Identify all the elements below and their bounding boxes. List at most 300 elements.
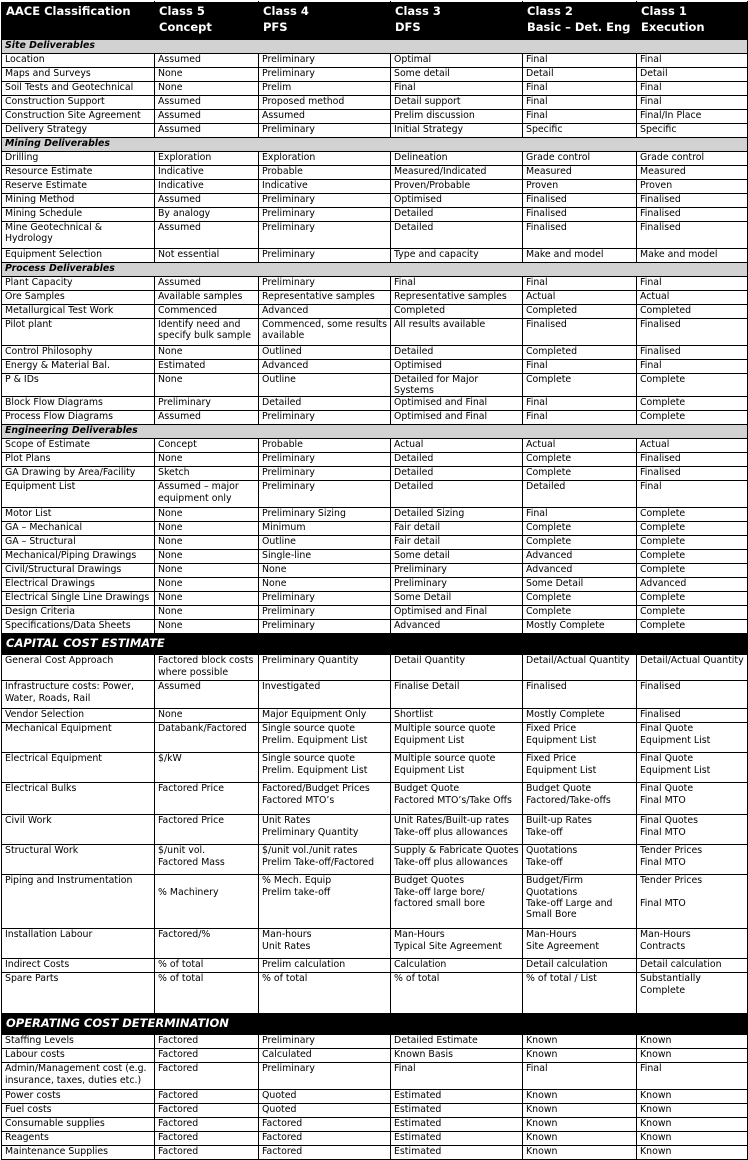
class-4-cell: % of total — [259, 973, 391, 1014]
class-1-cell: Complete — [637, 508, 748, 522]
class-3-cell: Detailed Sizing — [391, 508, 523, 522]
class-3-cell: Budget Quotes Take-off large bore/ factored small bore — [391, 875, 523, 929]
row-label-cell: GA – Mechanical — [2, 522, 155, 536]
major-heading: OPERATING COST DETERMINATION — [2, 1014, 748, 1035]
class-1-cell: Tender Prices Final MTO — [637, 845, 748, 875]
table-row — [2, 1049, 748, 1063]
class-5-cell: % of total — [155, 973, 259, 1014]
header-class-4: Class 4 PFS — [259, 2, 391, 40]
class-4-cell: Advanced — [259, 305, 391, 319]
table-row — [2, 959, 748, 973]
class-3-cell: Completed — [391, 305, 523, 319]
class-1-cell: Complete — [637, 411, 748, 425]
row-label-cell: Structural Work — [2, 845, 155, 875]
class-1-cell: Finalised — [637, 453, 748, 467]
table-row — [2, 1035, 748, 1049]
table-row — [2, 360, 748, 374]
row-label-cell: Equipment Selection — [2, 249, 155, 263]
row-label-cell: Civil/Structural Drawings — [2, 564, 155, 578]
class-5-cell: Assumed — [155, 222, 259, 249]
header-class-5: Class 5 Concept — [155, 2, 259, 40]
row-label-cell: Mechanical/Piping Drawings — [2, 550, 155, 564]
class-4-cell: $/unit vol./unit rates Prelim Take-off/Factored — [259, 845, 391, 875]
row-label-cell: Reserve Estimate — [2, 180, 155, 194]
class-4-cell: Representative samples — [259, 291, 391, 305]
class-5-cell: Preliminary — [155, 397, 259, 411]
class-4-cell: Prelim calculation — [259, 959, 391, 973]
table-row — [2, 96, 748, 110]
class-5-cell: Databank/Factored — [155, 723, 259, 753]
class-1-cell: Make and model — [637, 249, 748, 263]
row-label-cell: Block Flow Diagrams — [2, 397, 155, 411]
class-5-cell: Estimated — [155, 360, 259, 374]
class-5-cell: Available samples — [155, 291, 259, 305]
class-4-cell: Quoted — [259, 1104, 391, 1118]
class-3-cell: Shortlist — [391, 709, 523, 723]
class-4-cell: Exploration — [259, 152, 391, 166]
class-3-cell: Optimised — [391, 360, 523, 374]
section-heading: Mining Deliverables — [2, 138, 748, 152]
class-2-cell: Detail/Actual Quantity — [523, 655, 637, 681]
class-4-cell: Assumed — [259, 110, 391, 124]
class-2-cell: Specific — [523, 124, 637, 138]
class-4-cell: Preliminary — [259, 194, 391, 208]
class-4-cell: Preliminary — [259, 277, 391, 291]
class-1-cell: Man-Hours Contracts — [637, 929, 748, 959]
table-row — [2, 319, 748, 346]
class-3-cell: Finalise Detail — [391, 681, 523, 709]
class-3-cell: Detailed — [391, 453, 523, 467]
row-label-cell: Mine Geotechnical & Hydrology — [2, 222, 155, 249]
row-label-cell: Soil Tests and Geotechnical — [2, 82, 155, 96]
row-label-cell: Equipment List — [2, 481, 155, 508]
class-4-cell: Preliminary — [259, 1063, 391, 1090]
class-3-cell: Budget Quote Factored MTO’s/Take Offs — [391, 783, 523, 815]
class-2-cell: Fixed Price Equipment List — [523, 753, 637, 783]
class-4-cell: Single source quote Prelim. Equipment List — [259, 723, 391, 753]
row-label-cell: Process Flow Diagrams — [2, 411, 155, 425]
class-4-cell: Calculated — [259, 1049, 391, 1063]
table-row — [2, 467, 748, 481]
class-5-cell: None — [155, 522, 259, 536]
class-3-cell: % of total — [391, 973, 523, 1014]
class-5-cell: None — [155, 68, 259, 82]
table-row — [2, 973, 748, 1014]
class-2-cell: Man-Hours Site Agreement — [523, 929, 637, 959]
class-5-cell: Factored — [155, 1118, 259, 1132]
class-1-cell: Finalised — [637, 467, 748, 481]
table-row — [2, 578, 748, 592]
class-3-cell: Advanced — [391, 620, 523, 634]
table-row — [2, 277, 748, 291]
table-row — [2, 508, 748, 522]
table-row — [2, 411, 748, 425]
class-5-cell: None — [155, 620, 259, 634]
class-3-cell: Supply & Fabricate Quotes Take-off plus allowances — [391, 845, 523, 875]
class-5-cell: % Machinery — [155, 875, 259, 929]
class-5-cell: Factored block costs where possible — [155, 655, 259, 681]
class-2-cell: Final — [523, 508, 637, 522]
class-1-cell: Actual — [637, 439, 748, 453]
class-2-cell: Known — [523, 1104, 637, 1118]
major-heading-row — [2, 1014, 748, 1035]
class-1-cell: Known — [637, 1146, 748, 1160]
class-3-cell: Proven/Probable — [391, 180, 523, 194]
class-2-cell: Complete — [523, 467, 637, 481]
row-label-cell: Maps and Surveys — [2, 68, 155, 82]
class-4-cell: Outlined — [259, 346, 391, 360]
header-class-3: Class 3 DFS — [391, 2, 523, 40]
class-2-cell: Known — [523, 1118, 637, 1132]
table-row — [2, 606, 748, 620]
class-3-cell: Final — [391, 1063, 523, 1090]
section-heading: Engineering Deliverables — [2, 425, 748, 439]
class-1-cell: Finalised — [637, 681, 748, 709]
class-5-cell: By analogy — [155, 208, 259, 222]
class-3-cell: Some detail — [391, 550, 523, 564]
class-4-cell: None — [259, 578, 391, 592]
table-row — [2, 453, 748, 467]
table-row — [2, 1063, 748, 1090]
class-4-cell: Commenced, some results available — [259, 319, 391, 346]
class-2-cell: Detailed — [523, 481, 637, 508]
class-1-cell: Actual — [637, 291, 748, 305]
class-5-cell: Factored — [155, 1090, 259, 1104]
table-row — [2, 620, 748, 634]
class-3-cell: Estimated — [391, 1104, 523, 1118]
row-label-cell: Plot Plans — [2, 453, 155, 467]
class-4-cell: Investigated — [259, 681, 391, 709]
class-3-cell: Detailed — [391, 467, 523, 481]
class-3-cell: Detailed Estimate — [391, 1035, 523, 1049]
class-1-cell: Final — [637, 82, 748, 96]
class-1-cell: Complete — [637, 564, 748, 578]
class-5-cell: None — [155, 346, 259, 360]
class-3-cell: Estimated — [391, 1132, 523, 1146]
class-2-cell: Quotations Take-off — [523, 845, 637, 875]
class-4-cell: Detailed — [259, 397, 391, 411]
row-label-cell: Mining Schedule — [2, 208, 155, 222]
class-5-cell: $/kW — [155, 753, 259, 783]
class-2-cell: Finalised — [523, 681, 637, 709]
table-row — [2, 564, 748, 578]
table-body — [2, 40, 748, 1160]
class-2-cell: Complete — [523, 592, 637, 606]
class-5-cell: Factored — [155, 1104, 259, 1118]
class-2-cell: Final — [523, 397, 637, 411]
class-3-cell: Detail Quantity — [391, 655, 523, 681]
class-1-cell: Complete — [637, 522, 748, 536]
class-2-cell: Advanced — [523, 564, 637, 578]
row-label-cell: Indirect Costs — [2, 959, 155, 973]
class-2-cell: Finalised — [523, 208, 637, 222]
class-5-cell: Factored Price — [155, 815, 259, 845]
row-label-cell: Consumable supplies — [2, 1118, 155, 1132]
class-5-cell: None — [155, 82, 259, 96]
class-2-cell: Actual — [523, 439, 637, 453]
class-1-cell: Grade control — [637, 152, 748, 166]
row-label-cell: Plant Capacity — [2, 277, 155, 291]
class-3-cell: Detail support — [391, 96, 523, 110]
table-row — [2, 1104, 748, 1118]
class-5-cell: $/unit vol. Factored Mass — [155, 845, 259, 875]
class-2-cell: Budget/Firm Quotations Take-off Large and Small Bore — [523, 875, 637, 929]
class-5-cell: % of total — [155, 959, 259, 973]
class-3-cell: Preliminary — [391, 564, 523, 578]
row-label-cell: Ore Samples — [2, 291, 155, 305]
class-2-cell: Known — [523, 1049, 637, 1063]
class-3-cell: Estimated — [391, 1118, 523, 1132]
class-1-cell: Known — [637, 1049, 748, 1063]
class-5-cell: Assumed — [155, 681, 259, 709]
class-1-cell: Detail/Actual Quantity — [637, 655, 748, 681]
class-4-cell: Outline — [259, 374, 391, 397]
row-label-cell: Civil Work — [2, 815, 155, 845]
class-5-cell: None — [155, 606, 259, 620]
section-heading: Site Deliverables — [2, 40, 748, 54]
table-row — [2, 783, 748, 815]
row-label-cell: Control Philosophy — [2, 346, 155, 360]
class-5-cell: Not essential — [155, 249, 259, 263]
class-1-cell: Detail calculation — [637, 959, 748, 973]
class-3-cell: Optimised — [391, 194, 523, 208]
class-3-cell: Type and capacity — [391, 249, 523, 263]
class-4-cell: None — [259, 564, 391, 578]
table-row — [2, 346, 748, 360]
row-label-cell: Admin/Management cost (e.g. insurance, taxes, duties etc.) — [2, 1063, 155, 1090]
header-row — [2, 2, 748, 40]
class-1-cell: Finalised — [637, 709, 748, 723]
class-1-cell: Finalised — [637, 346, 748, 360]
class-3-cell: Optimal — [391, 54, 523, 68]
class-2-cell: Make and model — [523, 249, 637, 263]
class-1-cell: Final Quote Equipment List — [637, 723, 748, 753]
class-1-cell: Final — [637, 96, 748, 110]
class-1-cell: Finalised — [637, 208, 748, 222]
row-label-cell: Vendor Selection — [2, 709, 155, 723]
class-5-cell: Factored Price — [155, 783, 259, 815]
class-4-cell: Major Equipment Only — [259, 709, 391, 723]
class-1-cell: Complete — [637, 550, 748, 564]
class-1-cell: Final/In Place — [637, 110, 748, 124]
table-row — [2, 522, 748, 536]
row-label-cell: Motor List — [2, 508, 155, 522]
class-2-cell: Grade control — [523, 152, 637, 166]
class-3-cell: Known Basis — [391, 1049, 523, 1063]
class-5-cell: None — [155, 709, 259, 723]
table-row — [2, 222, 748, 249]
table-row — [2, 815, 748, 845]
class-1-cell: Final — [637, 54, 748, 68]
row-label-cell: Mining Method — [2, 194, 155, 208]
row-label-cell: Metallurgical Test Work — [2, 305, 155, 319]
class-4-cell: Man-hours Unit Rates — [259, 929, 391, 959]
class-2-cell: Final — [523, 110, 637, 124]
class-1-cell: Complete — [637, 536, 748, 550]
table-row — [2, 655, 748, 681]
class-5-cell: Assumed — [155, 96, 259, 110]
class-3-cell: Unit Rates/Built-up rates Take-off plus allowances — [391, 815, 523, 845]
class-2-cell: Complete — [523, 374, 637, 397]
row-label-cell: Power costs — [2, 1090, 155, 1104]
class-2-cell: Advanced — [523, 550, 637, 564]
class-3-cell: Prelim discussion — [391, 110, 523, 124]
class-5-cell: Factored — [155, 1063, 259, 1090]
class-4-cell: Probable — [259, 166, 391, 180]
class-3-cell: Measured/Indicated — [391, 166, 523, 180]
row-label-cell: Energy & Material Bal. — [2, 360, 155, 374]
class-4-cell: Advanced — [259, 360, 391, 374]
class-4-cell: Preliminary — [259, 606, 391, 620]
class-4-cell: Preliminary — [259, 54, 391, 68]
class-2-cell: Finalised — [523, 222, 637, 249]
class-3-cell: Representative samples — [391, 291, 523, 305]
header-aace-classification: AACE Classification — [2, 2, 155, 40]
class-1-cell: Known — [637, 1035, 748, 1049]
class-3-cell: All results available — [391, 319, 523, 346]
class-5-cell: Concept — [155, 439, 259, 453]
header-class-2: Class 2 Basic – Det. Eng — [523, 2, 637, 40]
row-label-cell: Mechanical Equipment — [2, 723, 155, 753]
table-row — [2, 305, 748, 319]
class-4-cell: Factored/Budget Prices Factored MTO’s — [259, 783, 391, 815]
class-3-cell: Detailed — [391, 208, 523, 222]
class-2-cell: Complete — [523, 522, 637, 536]
class-3-cell: Optimised and Final — [391, 411, 523, 425]
class-5-cell: None — [155, 592, 259, 606]
class-4-cell: Quoted — [259, 1090, 391, 1104]
class-1-cell: Complete — [637, 606, 748, 620]
class-4-cell: Preliminary — [259, 620, 391, 634]
class-2-cell: Complete — [523, 606, 637, 620]
table-row — [2, 1090, 748, 1104]
major-heading-row — [2, 634, 748, 655]
row-label-cell: Labour costs — [2, 1049, 155, 1063]
table-row — [2, 152, 748, 166]
class-3-cell: Optimised and Final — [391, 606, 523, 620]
class-5-cell: None — [155, 578, 259, 592]
class-4-cell: Preliminary — [259, 453, 391, 467]
table-row — [2, 709, 748, 723]
class-5-cell: Factored — [155, 1049, 259, 1063]
section-heading-row — [2, 138, 748, 152]
class-4-cell: Preliminary Quantity — [259, 655, 391, 681]
class-3-cell: Calculation — [391, 959, 523, 973]
class-2-cell: Some Detail — [523, 578, 637, 592]
table-row — [2, 249, 748, 263]
class-5-cell: Sketch — [155, 467, 259, 481]
table-row — [2, 875, 748, 929]
class-5-cell: Assumed — [155, 54, 259, 68]
section-heading-row — [2, 40, 748, 54]
row-label-cell: Piping and Instrumentation — [2, 875, 155, 929]
class-4-cell: Factored — [259, 1146, 391, 1160]
class-1-cell: Final — [637, 277, 748, 291]
class-1-cell: Final — [637, 360, 748, 374]
class-5-cell: None — [155, 453, 259, 467]
class-3-cell: Some Detail — [391, 592, 523, 606]
class-5-cell: Exploration — [155, 152, 259, 166]
class-5-cell: Assumed — [155, 277, 259, 291]
class-4-cell: Preliminary — [259, 249, 391, 263]
class-2-cell: Finalised — [523, 194, 637, 208]
class-1-cell: Complete — [637, 592, 748, 606]
table-row — [2, 208, 748, 222]
class-5-cell: Factored — [155, 1035, 259, 1049]
class-4-cell: Indicative — [259, 180, 391, 194]
class-4-cell: Unit Rates Preliminary Quantity — [259, 815, 391, 845]
class-3-cell: Detailed for Major Systems — [391, 374, 523, 397]
class-1-cell: Final Quotes Final MTO — [637, 815, 748, 845]
class-2-cell: Final — [523, 96, 637, 110]
class-2-cell: Known — [523, 1146, 637, 1160]
class-2-cell: Finalised — [523, 319, 637, 346]
table-row — [2, 536, 748, 550]
table-row — [2, 845, 748, 875]
class-2-cell: Mostly Complete — [523, 709, 637, 723]
class-1-cell: Specific — [637, 124, 748, 138]
class-4-cell: Probable — [259, 439, 391, 453]
table-row — [2, 166, 748, 180]
row-label-cell: Location — [2, 54, 155, 68]
class-5-cell: Assumed – major equipment only — [155, 481, 259, 508]
class-2-cell: Known — [523, 1035, 637, 1049]
class-4-cell: Outline — [259, 536, 391, 550]
class-1-cell: Proven — [637, 180, 748, 194]
class-2-cell: Measured — [523, 166, 637, 180]
class-2-cell: % of total / List — [523, 973, 637, 1014]
class-2-cell: Complete — [523, 453, 637, 467]
class-1-cell: Measured — [637, 166, 748, 180]
class-5-cell: None — [155, 564, 259, 578]
class-1-cell: Advanced — [637, 578, 748, 592]
row-label-cell: Fuel costs — [2, 1104, 155, 1118]
row-label-cell: Electrical Drawings — [2, 578, 155, 592]
class-1-cell: Complete — [637, 397, 748, 411]
table-row — [2, 753, 748, 783]
class-4-cell: Preliminary — [259, 68, 391, 82]
row-label-cell: Design Criteria — [2, 606, 155, 620]
class-1-cell: Finalised — [637, 194, 748, 208]
class-4-cell: Preliminary — [259, 124, 391, 138]
class-1-cell: Final Quote Equipment List — [637, 753, 748, 783]
class-2-cell: Fixed Price Equipment List — [523, 723, 637, 753]
class-2-cell: Final — [523, 82, 637, 96]
table-row — [2, 1118, 748, 1132]
class-2-cell: Actual — [523, 291, 637, 305]
class-4-cell: Preliminary — [259, 481, 391, 508]
table-row — [2, 291, 748, 305]
class-2-cell: Completed — [523, 305, 637, 319]
table-row — [2, 397, 748, 411]
row-label-cell: Installation Labour — [2, 929, 155, 959]
class-2-cell: Completed — [523, 346, 637, 360]
class-4-cell: Proposed method — [259, 96, 391, 110]
class-3-cell: Final — [391, 82, 523, 96]
row-label-cell: Electrical Equipment — [2, 753, 155, 783]
row-label-cell: Electrical Single Line Drawings — [2, 592, 155, 606]
class-2-cell: Final — [523, 54, 637, 68]
class-5-cell: None — [155, 536, 259, 550]
row-label-cell: Specifications/Data Sheets — [2, 620, 155, 634]
class-4-cell: Factored — [259, 1132, 391, 1146]
section-heading-row — [2, 263, 748, 277]
section-heading-row — [2, 425, 748, 439]
class-5-cell: Identify need and specify bulk sample — [155, 319, 259, 346]
row-label-cell: Construction Support — [2, 96, 155, 110]
class-1-cell: Complete — [637, 374, 748, 397]
class-2-cell: Mostly Complete — [523, 620, 637, 634]
